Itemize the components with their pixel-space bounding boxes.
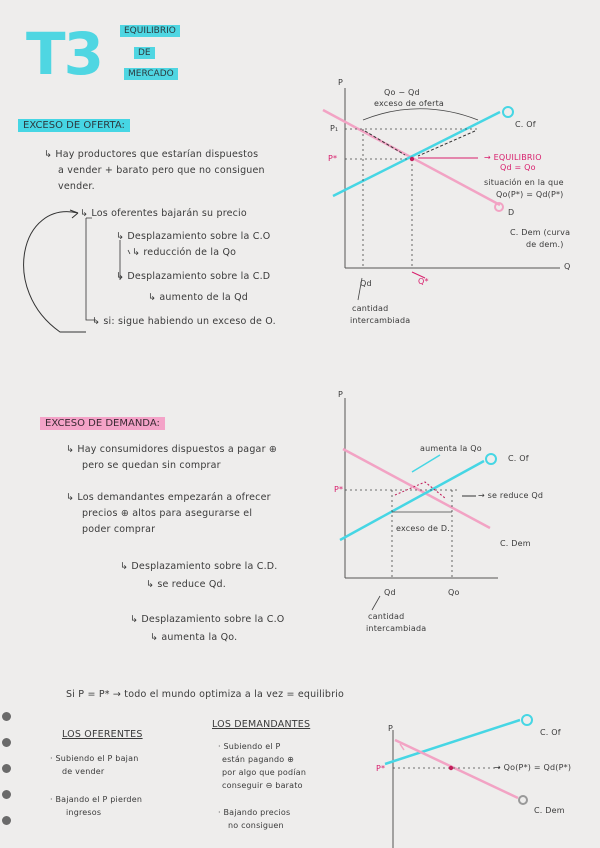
supply-arrow xyxy=(418,131,475,156)
graph1-qstar-label: Q* xyxy=(418,277,429,286)
tree-item: ↳ Desplazamiento sobre la C.D xyxy=(116,271,271,282)
supply-label: C. Of xyxy=(540,728,561,737)
arrow-head xyxy=(70,210,78,218)
col-demandantes-line: conseguir ⊖ barato xyxy=(222,781,303,790)
graph3-pstar-label: P* xyxy=(376,764,386,773)
tree-item: ↳ Desplazamiento sobre la C.D. xyxy=(120,561,278,572)
tree-item: ↳ aumenta la Qo. xyxy=(150,632,238,643)
col-demandantes-line: no consiguen xyxy=(228,821,284,830)
equilibrium-point xyxy=(410,157,414,161)
excess-label: Qo − Qd xyxy=(384,88,420,97)
text-line: ↳ Hay productores que estarían dispuestos xyxy=(44,149,259,160)
page-title: T3 xyxy=(26,20,102,88)
q-note: cantidad xyxy=(368,612,405,621)
text-line: ↳ Los demandantes empezarán a ofrecer xyxy=(66,492,271,503)
tree-item: ↳ se reduce Qd. xyxy=(146,579,227,590)
demand-marker xyxy=(519,796,527,804)
subtitle-line: DE xyxy=(134,47,155,59)
demand-note: de dem.) xyxy=(526,240,564,249)
supply-label: C. Of xyxy=(508,454,529,463)
equilibrium-point xyxy=(449,766,453,770)
fall-label: → se reduce Qd xyxy=(478,491,544,500)
eq-note: Qo(P*) = Qd(P*) xyxy=(496,190,564,199)
subtitle-line: EQUILIBRIO xyxy=(120,25,180,37)
col-demandantes-line: · Bajando precios xyxy=(218,808,291,817)
heading-exceso-demanda: EXCESO DE DEMANDA: xyxy=(40,417,165,430)
demand-note: C. Dem (curva xyxy=(510,228,571,237)
q-note: intercambiada xyxy=(350,316,411,325)
text-line: precios ⊕ altos para asegurarse el xyxy=(82,508,253,519)
graph1-p1-label: P₁ xyxy=(330,124,339,133)
col-oferentes-line: · Bajando el P pierden xyxy=(50,795,143,804)
supply-curve xyxy=(385,720,520,764)
equilibrium-label: Qd = Qo xyxy=(500,163,536,172)
rise-arrow xyxy=(412,455,440,472)
demand-letter: D xyxy=(508,208,515,217)
eq-note: situación en la que xyxy=(484,178,564,187)
tree-item: ↳ Desplazamiento sobre la C.O xyxy=(130,614,285,625)
q-note-line xyxy=(372,596,380,610)
col-demandantes-title: LOS DEMANDANTES xyxy=(212,719,311,730)
tree-item: ↳ reducción de la Qo xyxy=(132,247,237,258)
tree-line xyxy=(86,218,96,320)
tree-item: ↳ si: sigue habiendo un exceso de O. xyxy=(92,316,276,327)
heading-exceso-oferta: EXCESO DE OFERTA: xyxy=(18,119,130,132)
text-line: pero se quedan sin comprar xyxy=(82,460,221,471)
graph2-qo-label: Qo xyxy=(448,588,460,597)
col-oferentes-title: LOS OFERENTES xyxy=(62,729,143,740)
supply-marker xyxy=(486,454,496,464)
col-oferentes-line: · Subiendo el P bajan xyxy=(50,754,139,763)
col-demandantes-line: están pagando ⊕ xyxy=(222,755,294,764)
tree-item: ↳ Los oferentes bajarán su precio xyxy=(80,208,247,219)
tree-item: ↳ aumento de la Qd xyxy=(148,292,248,303)
subtitle-line: MERCADO xyxy=(124,68,178,80)
demand-label: C. Dem xyxy=(500,539,531,548)
col-demandantes-line: · Subiendo el P xyxy=(218,742,281,751)
col-oferentes-line: de vender xyxy=(62,767,105,776)
demand-label: C. Dem xyxy=(534,806,565,815)
col-oferentes-line: ingresos xyxy=(66,808,102,817)
tree-line xyxy=(120,240,130,280)
demand-curve xyxy=(343,449,490,528)
graph2-pstar-label: P* xyxy=(334,485,344,494)
text-line: ↳ Hay consumidores dispuestos a pagar ⊕ xyxy=(66,444,278,455)
graph1-q-label: Q xyxy=(564,262,571,271)
graph1-pstar-label: P* xyxy=(328,154,338,163)
graph2-p-label: P xyxy=(338,390,344,399)
excess-label: exceso de D. xyxy=(396,524,450,533)
bracket-arrow xyxy=(24,212,86,332)
supply-marker xyxy=(503,107,513,117)
tree-item: ↳ Desplazamiento sobre la C.O xyxy=(116,231,271,242)
supply-label: C. Of xyxy=(515,120,536,129)
text-line: poder comprar xyxy=(82,524,156,535)
q-note: intercambiada xyxy=(366,624,427,633)
graph2-qd-label: Qd xyxy=(384,588,396,597)
col-demandantes-line: por algo que podían xyxy=(222,768,307,777)
supply-curve xyxy=(333,112,500,196)
text-line: vender. xyxy=(58,181,95,192)
graph1-qd-label: Qd xyxy=(360,279,372,288)
equilibrium-label: → EQUILIBRIO xyxy=(484,153,542,162)
equilibrium-statement: Si P = P* → todo el mundo optimiza a la vez = equilibrio xyxy=(66,689,345,700)
text-line: a vender + barato pero que no consiguen xyxy=(58,165,265,176)
q-note: cantidad xyxy=(352,304,389,313)
graph3-p-label: P xyxy=(388,724,394,733)
graph1-p-label: P xyxy=(338,78,344,87)
supply-marker xyxy=(522,715,532,725)
equilibrium-label: → Qo(P*) = Qd(P*) xyxy=(494,763,572,772)
excess-bracket xyxy=(363,109,478,120)
excess-label: exceso de oferta xyxy=(374,99,445,108)
rise-label: aumenta la Qo xyxy=(420,444,482,453)
